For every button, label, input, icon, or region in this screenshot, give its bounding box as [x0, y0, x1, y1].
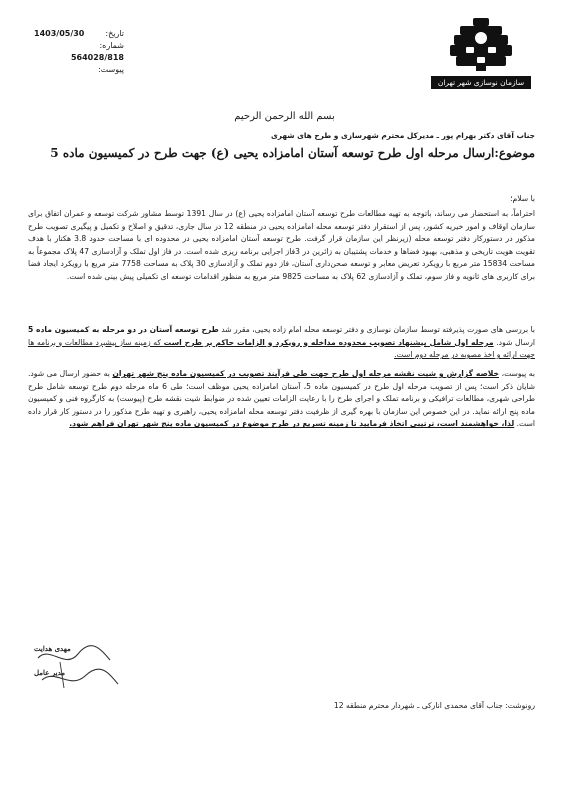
paragraph-1: احتراماً، به استحضار می رساند، باتوجه به تهیه مطالعات طرح توسعه آستان امامزاده یحیی (ع) در سال 1391 توسط مشاور شرکت توسعه و عمران اتفاق برای سازمان اوقاف و امور خیریه کشور، پس از استقرار دفتر توسعه محله امامزاده یحیی در منطقه 12 در سال جاری، تدقیق و اصلاح و تکمیل و پیگیری تصویب طرح مذکور در دستورکار دفتر توسعه محله (زیرنظر این سازمان قرار گرفت. طرح توسعه آستان امامزاده یحیی در محدوده ای با مساحت حدود 3.8 هکتار با هدف تقویت هویت تاریخی و مذهبی، بهبود فضاها و خدمات پشتیبان به زائرین در 3فاز اجرایی برنامه ریزی شده است. در فاز اول تملک و آزادسازی 47 پلاک مجموعاً به مساحت 15834 متر مربع با رویکرد تعریض معابر و توسعه صحن‌داری آستان، فاز دوم تملک و آزادسازی 30 پلاک به مساحت 7758 متر مربع با رویکرد ایجاد فضا برای کاربری های ثانویه و فاز سوم، تملک و آزادسازی 62 پلاک به مساحت 9825 متر مربع به منظور اقدامات توسعه ای تکمیلی پیش بینی شده است.	[28, 209, 535, 281]
signature-block	[30, 640, 140, 700]
attachment-row	[34, 64, 124, 76]
paragraph-3-report: خلاصه گزارش و شیت نقشه مرحله اول طرح جهت طی فرآیند تصویب در کمیسیون ماده پنج شهر تهران	[112, 369, 500, 378]
paragraph-2-rest: که زمینه ساز پیشبرد مطالعات و برنامه ها جهت ارائه و اخذ مصوبه در مرحله دوم است.	[28, 337, 535, 360]
date-value: 1403/05/30	[34, 29, 85, 38]
number-value-row	[34, 52, 124, 64]
paragraph-3-body: به حضور ارسال می شود. شایان ذکر است؛ پس از تصویب مرحله اول طرح در کمیسیون ماده 5، آستان امامزاده یحیی موظف است؛ طی 6 ماه مرحله دوم طرح توسعه شامل طرح طراحی شهری، مطالعات ترافیکی و برنامه تملک و اجرای طرح را با رعایت الزامات تعیین شده در ضوابط شیت نقشه طرح (پیوست) به کارگروه فنی و کمیسیون ماده پنج ارائه نماید. در این خصوص این سازمان با بهره گیری از ظرفیت دفتر توسعه محله امامزاده یحیی، راهبری و تهیه طرح مذکور را در دستور کار قرار داده است.	[28, 369, 536, 429]
organization-logo	[431, 14, 531, 89]
date-row	[34, 28, 124, 40]
paragraph-2	[28, 324, 535, 362]
number-label: شماره:	[99, 41, 124, 50]
organization-name: سازمان نوسازی شهر تهران	[431, 76, 531, 89]
number-row	[34, 40, 124, 52]
paragraph-2-intro: با بررسی های صورت پذیرفته توسط سازمان نوسازی و دفتر توسعه محله امام زاده یحیی، مقرر شد	[218, 325, 535, 334]
paragraph-2-phase-one: مرحله اول شامل پیشنهاد تصویب محدوده مداخله و رویکرد و الزامات حاکم بر طرح است	[163, 337, 494, 347]
carbon-copy: رونوشت: جناب آقای محمدی انارکی ـ شهردار محترم منطقه 12	[333, 701, 535, 710]
subject-line: موضوع:ارسال مرحله اول طرح توسعه آستان امامزاده یحیی (ع) جهت طرح در کمیسیون ماده 5	[50, 146, 535, 160]
paragraph-2-decision: طرح توسعه آستان در دو مرحله به کمیسیون ماده 5	[28, 325, 219, 334]
date-label: تاریخ:	[105, 29, 124, 38]
paragraph-3	[28, 368, 535, 431]
paragraph-3-request: لذا، خواهشمند است، ترتیبی اتخاذ فرمایید تا زمینه تسریع در طرح موضوع در کمیسیون ماده پنج شهر تهران فراهم شود.	[69, 419, 515, 429]
letter-meta	[34, 28, 124, 76]
paragraph-3-intro: به پیوست،	[499, 369, 535, 378]
signer-title: مدیر عامل	[34, 668, 66, 677]
paragraph-2-send: ارسال شود.	[493, 337, 535, 347]
signer-name: مهدی هدایت	[34, 644, 71, 653]
basmala: بسم الله الرحمن الرحیم	[234, 111, 335, 122]
attachment-label: پیوست:	[97, 65, 124, 74]
greeting: با سلام؛	[510, 194, 535, 203]
emblem-icon	[446, 14, 516, 72]
addressee: جناب آقای دکتر بهرام پور ـ مدیرکل محترم شهرسازی و طرح های شهری	[271, 131, 535, 140]
number-value: 564028/818	[70, 53, 124, 62]
